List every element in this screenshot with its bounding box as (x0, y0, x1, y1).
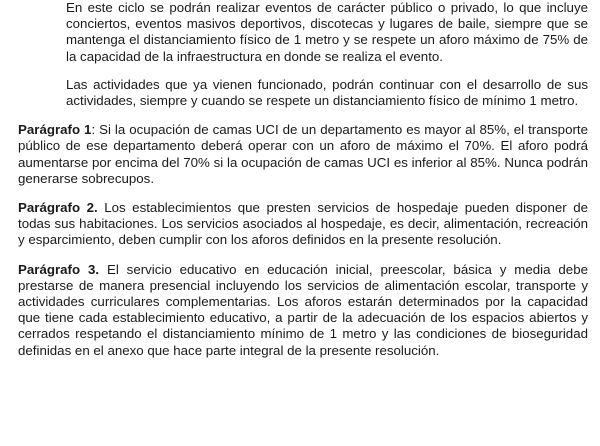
paragrafo-2 (18, 200, 588, 249)
paragrafo-3-text: El servicio educativo en educación inicial, preescolar, básica y media debe prestarse de manera presencial incluyendo los servicios de alimentación escolar, transporte y actividades curriculares complementarias. Los aforos estarán determinados por la capacidad que tiene cada establecimiento educativo, a partir de la adecuación de los espacios abiertos y cerrados respetando el distanciamiento mínimo de 1 metro y las condiciones de bioseguridad definidas en el anexo que hace parte integral de la presente resolución. (18, 261, 588, 358)
paragrafo-2-label: Parágrafo 2. (18, 200, 98, 216)
paragrafo-1-text: : Si la ocupación de camas UCI de un departamento es mayor al 85%, el transporte público de ese departamento deberá operar con un aforo de máximo el 70%. El aforo podrá aumentarse por encima del 70% si la ocupación de camas UCI es inferior al 85%. Nunca podrán generarse sobrecupos. (18, 122, 588, 186)
paragrafo-1-label: Parágrafo 1 (18, 122, 92, 138)
paragrafo-3 (18, 262, 588, 359)
paragrafo-1 (18, 122, 588, 187)
intro-paragraph-eventos: En este ciclo se podrán realizar eventos de carácter público o privado, lo que incluye conciertos, eventos masivos deportivos, discotecas y lugares de baile, siempre que se mantenga el distanciamiento físico de 1 metro y se respete un aforo máximo de 75% de la capacidad de la infraestructura en donde se realiza el evento. (66, 0, 588, 64)
paragrafo-3-label: Parágrafo 3. (18, 261, 100, 277)
intro-paragraph-actividades: Las actividades que ya vienen funcionado, podrán continuar con el desarrollo de sus actividades, siempre y cuando se respete un distanciamiento físico de mínimo 1 metro. (66, 76, 588, 109)
paragrafo-2-text: Los establecimientos que presten servicios de hospedaje pueden disponer de todas sus habitaciones. Los servicios asociados al hospedaje, es decir, alimentación, recreación y esparcimiento, deben cumplir con los aforos definidos en la presente resolución. (18, 200, 588, 248)
